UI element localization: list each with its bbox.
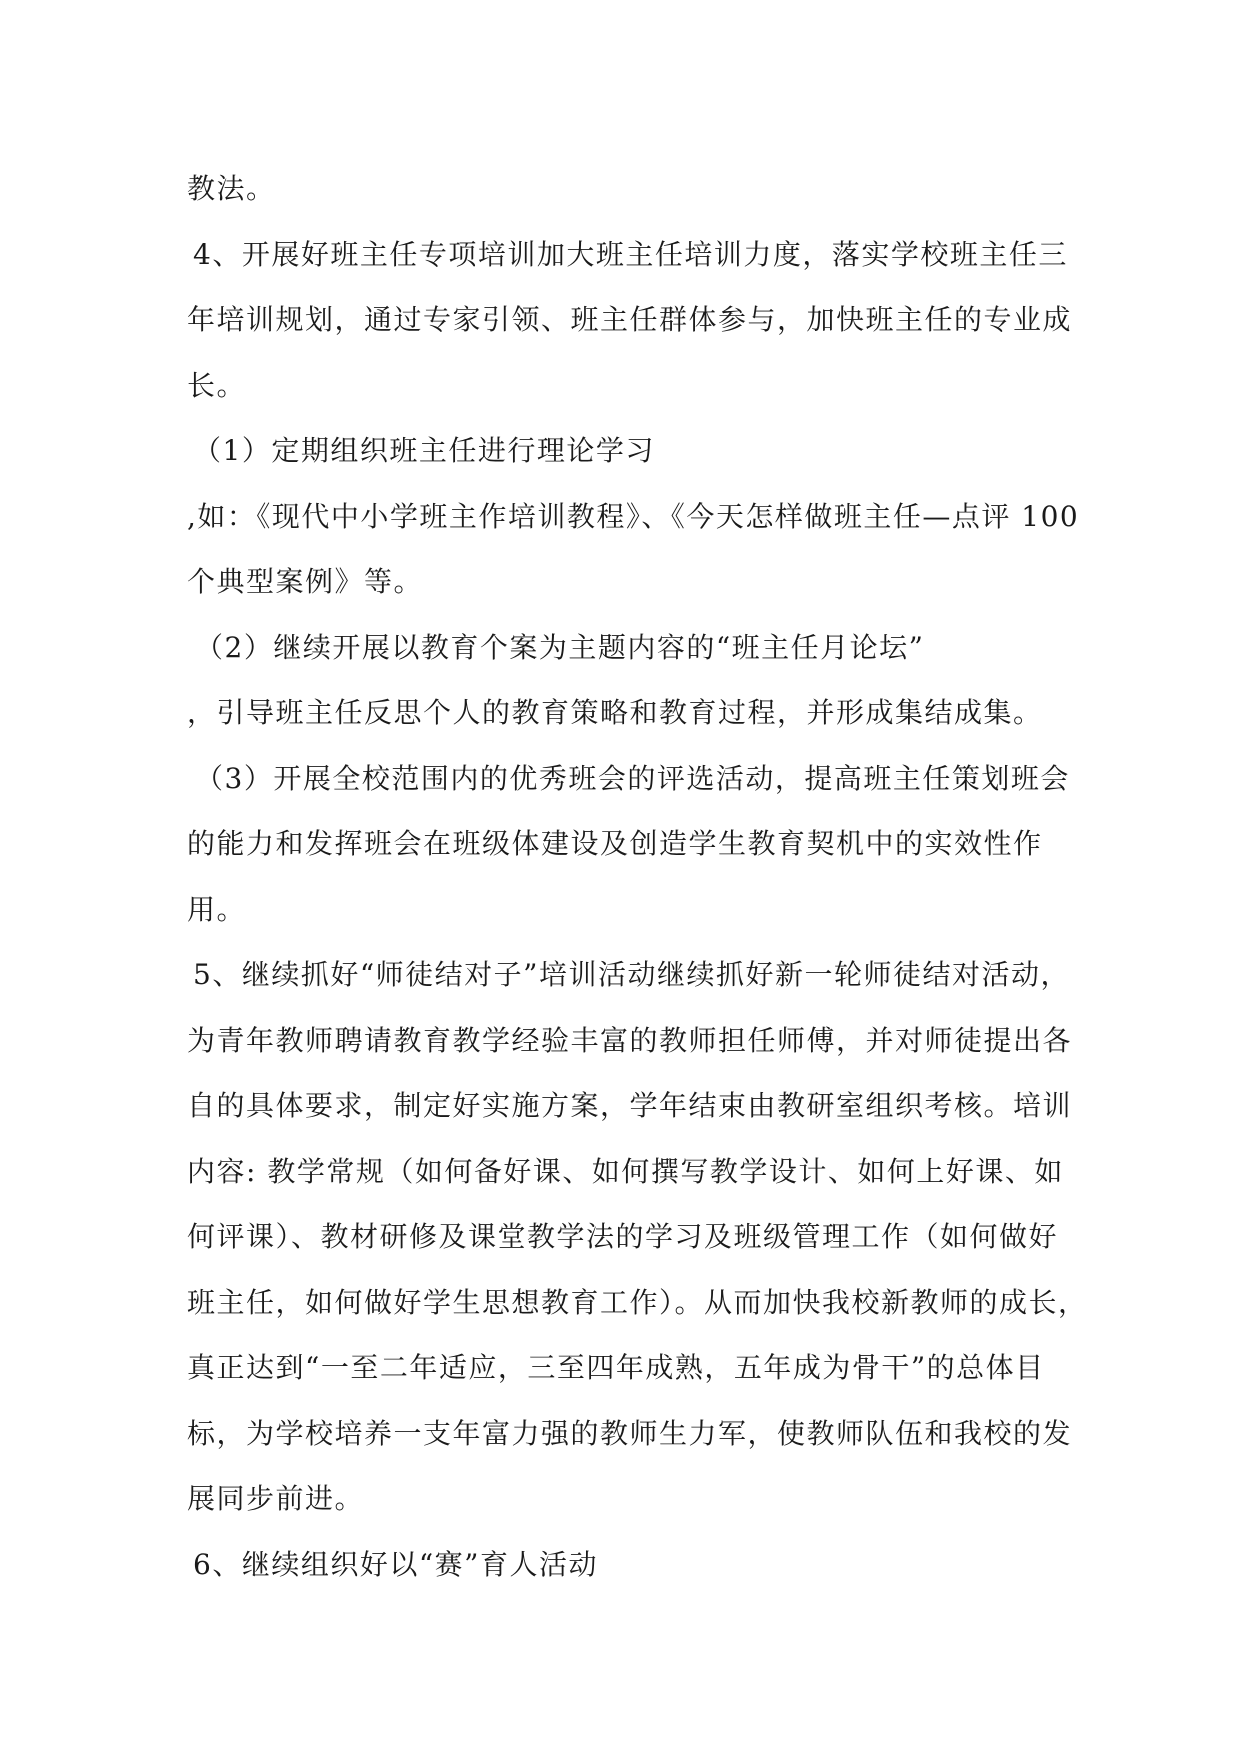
text-line: 展同步前进。: [187, 1482, 365, 1515]
sub-item-3: （3）开展全校范围内的优秀班会的评选活动，提高班主任策划班会: [195, 761, 1070, 795]
text-line: 年培训规划，通过专家引领、班主任群体参与，加快班主任的专业成: [187, 303, 1073, 336]
sub-item-1: （1）定期组织班主任进行理论学习: [193, 434, 655, 467]
text-line: 何评课）、教材研修及课堂教学法的学习及班级管理工作（如何做好: [187, 1220, 1059, 1253]
section-heading-6: 6、继续组织好以“赛”育人活动: [193, 1547, 598, 1581]
text-line: 为青年教师聘请教育教学经验丰富的教师担任师傅，并对师徒提出各: [187, 1023, 1073, 1057]
document-body: [187, 156, 1088, 1597]
text-line: 长。: [187, 368, 247, 402]
text-line: 的能力和发挥班会在班级体建设及创造学生教育契机中的实效性作: [187, 827, 1043, 860]
text-line: 自的具体要求，制定好实施方案，学年结束由教研室组织考核。培训: [187, 1089, 1073, 1122]
text-line: 个典型案例》等。: [187, 565, 424, 598]
text-line: 标，为学校培养一支年富力强的教师生力军，使教师队伍和我校的发: [187, 1416, 1073, 1450]
section-heading-4: 4、开展好班主任专项培训加大班主任培训力度，落实学校班主任三: [193, 237, 1068, 271]
section-heading-5: 5、继续抓好“师徒结对子”培训活动继续抓好新一轮师徒结对活动，: [193, 958, 1070, 991]
text-line: 教法。: [187, 172, 276, 205]
text-line: 用。: [187, 892, 247, 926]
text-line: ，引导班主任反思个人的教育策略和教育过程，并形成集结成集。: [187, 696, 1043, 729]
text-line: 真正达到“一至二年适应，三至四年成熟，五年成为骨干”的总体目: [187, 1351, 1045, 1384]
text-line: 内容: 教学常规（如何备好课、如何撰写教学设计、如何上好课、如: [187, 1154, 1064, 1188]
text-line: ,如：《现代中小学班主作培训教程》、《今天怎样做班主任—点评 100: [187, 499, 1080, 533]
sub-item-2: （2）继续开展以教育个案为主题内容的“班主任月论坛”: [195, 630, 925, 664]
text-line: 班主任，如何做好学生思想教育工作）。从而加快我校新教师的成长，: [187, 1285, 1088, 1319]
